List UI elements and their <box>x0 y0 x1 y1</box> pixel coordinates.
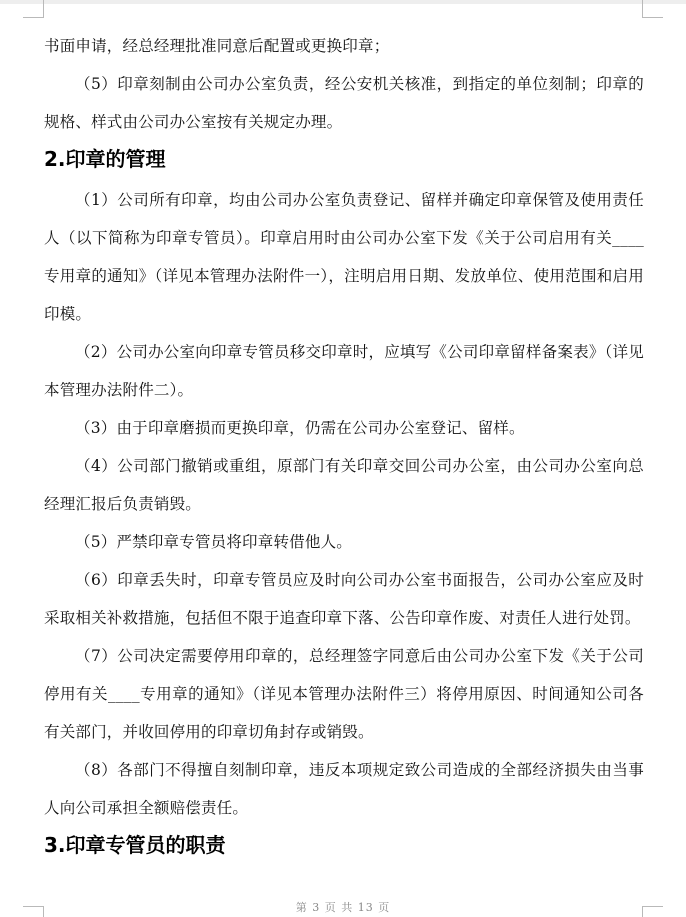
paragraph: （5）印章刻制由公司办公室负责，经公安机关核准，到指定的单位刻制；印章的规格、样式由公司办公室按有关规定办理。 <box>44 75 644 131</box>
list-item: （1）公司所有印章，均由公司办公室负责登记、留样并确定印章保管及使用责任人（以下简称为印章专管员）。印章启用时由公司办公室下发《关于公司启用有关____专用章的通知》（详见本管理办法附件一），注明启用日期、发放单位、使用范围和启用印模。 <box>44 191 644 323</box>
list-item: （7）公司决定需要停用印章的，总经理签字同意后由公司办公室下发《关于公司停用有关____专用章的通知》（详见本管理办法附件三）将停用原因、时间通知公司各有关部门，并收回停用的印章切角封存或销毁。 <box>44 647 644 741</box>
paragraph: 书面申请，经总经理批准同意后配置或更换印章； <box>44 37 390 55</box>
list-item: （5）严禁印章专管员将印章转借他人。 <box>75 533 352 551</box>
list-item: （4）公司部门撤销或重组，原部门有关印章交回公司办公室，由公司办公室向总经理汇报后负责销毁。 <box>44 457 644 513</box>
list-item: （8）各部门不得擅自刻制印章，违反本项规定致公司造成的全部经济损失由当事人向公司承担全额赔偿责任。 <box>44 761 644 817</box>
list-item: （3）由于印章磨损而更换印章，仍需在公司办公室登记、留样。 <box>75 419 525 437</box>
section-heading: 2.印章的管理 <box>44 147 166 171</box>
top-edge-band <box>0 0 686 4</box>
section-heading: 3.印章专管员的职责 <box>44 833 226 857</box>
list-item: （6）印章丢失时，印章专管员应及时向公司办公室书面报告，公司办公室应及时采取相关补救措施，包括但不限于追查印章下落、公告印章作废、对责任人进行处罚。 <box>44 571 644 627</box>
list-item: （2）公司办公室向印章专管员移交印章时，应填写《公司印章留样备案表》（详见本管理办法附件二）。 <box>44 343 644 399</box>
crop-mark-top-right <box>642 0 663 18</box>
page-number-footer: 第 3 页 共 13 页 <box>295 901 391 914</box>
document-page-body <box>44 27 644 863</box>
crop-mark-top-left <box>23 0 44 18</box>
